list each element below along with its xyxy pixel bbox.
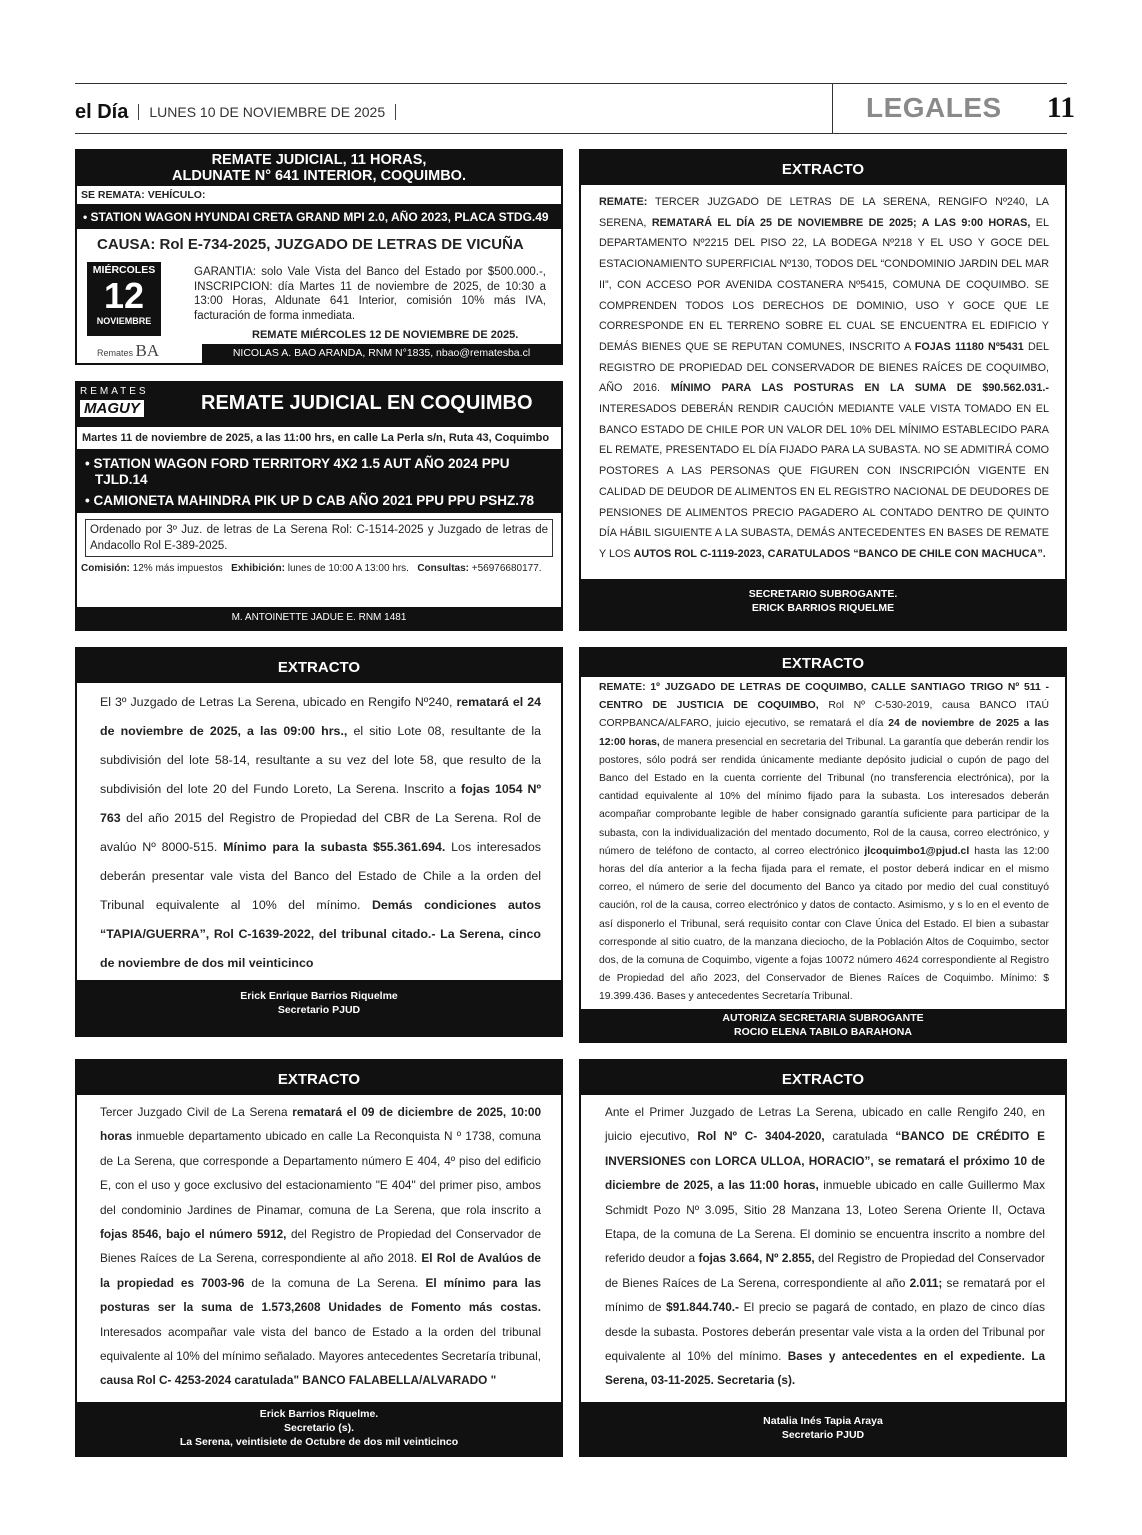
extracto-4 xyxy=(75,1059,563,1457)
ad2-items xyxy=(77,450,561,513)
header-bottom-rule xyxy=(75,133,1067,134)
ad2-title: REMATE JUDICIAL EN COQUIMBO xyxy=(201,392,533,414)
ad2-item-2: • CAMIONETA MAHINDRA PIK UP D CAB AÑO 2021 PPU PPU PSHZ.78 xyxy=(85,493,535,508)
ex3-footer: AUTORIZA SECRETARIA SUBROGANTE ROCIO ELENA TABILO BARAHONA xyxy=(581,1009,1065,1041)
ad-remate-vicuna xyxy=(75,149,563,365)
header-left xyxy=(75,100,396,124)
ex2-title: EXTRACTO xyxy=(77,649,561,683)
ad-remate-coquimbo xyxy=(75,381,563,631)
divider xyxy=(395,104,396,120)
ad1-title: REMATE JUDICIAL, 11 HORAS, ALDUNATE N° 641 INTERIOR, COQUIMBO. xyxy=(77,151,561,186)
extracto-2 xyxy=(75,647,563,1037)
header-section-divider xyxy=(832,84,833,133)
brand-logo: el Día xyxy=(75,100,129,123)
ex5-footer: Natalia Inés Tapia Araya Secretario PJUD xyxy=(581,1402,1065,1455)
ad1-date-badge xyxy=(87,262,161,336)
ad1-month: NOVIEMBRE xyxy=(96,316,152,326)
ex2-footer: Erick Enrique Barrios Riquelme Secretario PJUD xyxy=(77,980,561,1035)
ad1-vehicle: • STATION WAGON HYUNDAI CRETA GRAND MPI 2.0, AÑO 2023, PLACA STDG.49 xyxy=(77,205,561,229)
ad2-footer: M. ANTOINETTE JADUE E. RNM 1481 xyxy=(77,607,561,629)
ad2-details: Comisión: 12% más impuestos Exhibición: lunes de 10:00 A 13:00 hrs. Consultas: +56976680177. xyxy=(81,563,542,574)
ex3-body: REMATE: 1º JUZGADO DE LETRAS DE COQUIMBO, CALLE SANTIAGO TRIGO Nº 511 - CENTRO DE JUSTICIA DE COQUIMBO, Rol Nº C-530-2019, causa BANCO ITAÚ CORPBANCA/ALFARO, juicio ejecutivo, se rematará el día 24 de noviembre de 2025 a las 12:00 horas, de manera presencial en secretaria del Tribunal. La garantía que deberán rendir los postores, sólo podrá ser rendida únicamente mediante depósito judicial o cupón de pago del Banco del Estado en la cuenta corriente del Tribunal (no transferencia electrónica), por la cantidad equivalente al 10% del mínimo fijado para la subasta. Los interesados deberán acompañar comprobante legible de haber consignado garantía suficiente para participar de la subasta, con la individualización del mentado documento, Rol de la causa, correo electrónico, y número de teléfono de contacto, al correo electrónico jlcoquimbo1@pjud.cl hasta las 12:00 horas del día anterior a la fecha fijada para el remate, el postor deberá indicar en el mismo correo, el número de serie del documento del Banco ya citado por medio del cual constituyó caución, rol de la causa, correo electrónico y datos de contacto. Asimismo, y s lo en el evento de así disponerlo el Tribunal, será requisito contar con Clave Única del Estado. El bien a subastar corresponde al sitio cuatro, de la manzana dieciocho, de la Población Altos de Coquimbo, sector dos, de la comuna de Coquimbo, vigente a fojas 10072 número 4624 correspondiente al Registro de Propiedad del año 2023, del Conservador de Bienes Raíces de Coquimbo. Mínimo: $ 19.399.436. Bases y antecedentes Secretaría Tribunal. xyxy=(599,682,1049,1003)
ad1-footer: NICOLAS A. BAO ARANDA, RNM N°1835, nbao@rematesba.cl xyxy=(202,344,561,363)
ad1-day-name: MIÉRCOLES xyxy=(92,264,156,276)
ex4-footer: Erick Barrios Riquelme. Secretario (s). La Serena, veintisiete de Octubre de dos mil veinticinco xyxy=(77,1402,561,1455)
section-title: LEGALES xyxy=(866,92,1002,123)
ad2-header xyxy=(77,383,561,427)
ad2-ordenado: Ordenado por 3º Juz. de letras de La Serena Rol: C-1514-2025 y Juzgado de letras de Andacollo Rol E-389-2025. xyxy=(85,519,553,557)
ex4-title: EXTRACTO xyxy=(77,1061,561,1095)
ex5-title: EXTRACTO xyxy=(581,1061,1065,1095)
ex3-title: EXTRACTO xyxy=(581,649,1065,677)
ad1-garantia: GARANTIA: solo Vale Vista del Banco del Estado por $500.000.-, INSCRIPCION: día Martes 11 de noviembre de 2025, de 10:30 a 13:00 Horas, Aldunate 641 Interior, comisión 10% más IVA, facturación de forma inmediata. xyxy=(194,266,546,322)
page-number: 11 xyxy=(1046,91,1076,124)
ad1-remate-date: REMATE MIÉRCOLES 12 DE NOVIEMBRE DE 2025. xyxy=(252,329,519,341)
ad1-se-remata: SE REMATA: VEHÍCULO: xyxy=(77,186,561,205)
extracto-5 xyxy=(579,1059,1067,1457)
ad2-logo: REMATES MAGUY xyxy=(80,386,149,417)
ad1-logo-mark: BA xyxy=(135,341,160,360)
issue-date: LUNES 10 DE NOVIEMBRE DE 2025 xyxy=(149,104,386,120)
extracto-1 xyxy=(579,149,1067,631)
ad2-date-line: Martes 11 de noviembre de 2025, a las 11:00 hrs, en calle La Perla s/n, Ruta 43, Coquimbo xyxy=(77,427,561,450)
ex1-title: EXTRACTO xyxy=(581,151,1065,185)
ex2-body: El 3º Juzgado de Letras La Serena, ubicado en Rengifo Nº240, rematará el 24 de noviembre de 2025, a las 09:00 hrs., el sitio Lote 08, resultante de la subdivisión del lote 58-14, resultante a su vez del lote 58, que resulto de la subdivisión del lote 20 del Fundo Loreto, La Serena. Inscrito a fojas 1054 Nº 763 del año 2015 del Registro de Propiedad del CBR de La Serena. Rol de avalúo Nº 8000-515. Mínimo para la subasta $55.361.694. Los interesados deberán presentar vale vista del Banco del Estado de Chile a la orden del Tribunal equivalente al 10% del mínimo. Demás condiciones autos “TAPIA/GUERRA”, Rol C-1639-2022, del tribunal citado.- La Serena, cinco de noviembre de dos mil veinticinco xyxy=(100,695,542,970)
divider xyxy=(138,104,139,120)
ex1-body: REMATE: TERCER JUZGADO DE LETRAS DE LA SERENA, RENGIFO Nº240, LA SERENA, REMATARÁ EL DÍA 25 DE NOVIEMBRE DE 2025; A LAS 9:00 HORAS, EL DEPARTAMENTO Nº2215 DEL PISO 22, LA BODEGA Nº218 Y EL USO Y GOCE DEL ESTACIONAMIENTO SUPERFICIAL Nº130, TODOS DEL “CONDOMINIO JARDIN DEL MAR II”, CON ACCESO POR AVENIDA COSTANERA Nº5415, COMUNA DE COQUIMBO. SE COMPRENDEN TODOS LOS DERECHOS DE DOMINIO, USO Y GOCE QUE LE CORRESPONDE EN EL TERRENO SOBRE EL CUAL SE ENCUENTRA EL EDIFICIO Y DEMÁS BIENES QUE SE REPUTAN COMUNES, INSCRITO A FOJAS 11180 Nº5431 DEL REGISTRO DE PROPIEDAD DEL CONSERVADOR DE BIENES RAÍCES DE COQUIMBO, AÑO 2016. MÍNIMO PARA LAS POSTURAS EN LA SUMA DE $90.562.031.- INTERESADOS DEBERÁN RENDIR CAUCIÓN MEDIANTE VALE VISTA TOMADO EN EL BANCO ESTADO DE CHILE POR UN VALOR DEL 10% DEL MÍNIMO ESTABLECIDO PARA EL REMATE, PRESENTADO EL DÍA FIJADO PARA LA SUBASTA. NO SE ADMITIRÁ COMO POSTORES A LAS PERSONAS QUE FIGUREN CON INSCRIPCIÓN VIGENTE EN CALIDAD DE DEUDOR DE ALIMENTOS EN EL REGISTRO NACIONAL DE DEUDORES DE PENSIONES DE ALIMENTOS PRECIO PAGADERO AL CONTADO DENTRO DE QUINTO DÍA HÁBIL SIGUIENTE A LA SUBASTA, DEMÁS ANTECEDENTES EN BASES DE REMATE Y LOS AUTOS ROL C-1119-2023, CARATULADOS “BANCO DE CHILE CON MACHUCA”. xyxy=(599,196,1050,560)
ex1-footer: SECRETARIO SUBROGANTE. ERICK BARRIOS RIQUELME xyxy=(581,579,1065,629)
ad1-logo: Remates BA xyxy=(97,341,160,360)
header-right xyxy=(866,90,1076,126)
extracto-3 xyxy=(579,647,1067,1043)
ad1-day-number: 12 xyxy=(103,275,145,316)
ad2-item-1: • STATION WAGON FORD TERRITORY 4X2 1.5 AUT AÑO 2024 PPU TJLD.14 xyxy=(85,456,510,487)
ad1-causa: CAUSA: Rol E-734-2025, JUZGADO DE LETRAS DE VICUÑA xyxy=(97,236,524,253)
header-top-rule xyxy=(75,83,1067,84)
ex4-body: Tercer Juzgado Civil de La Serena rematará el 09 de diciembre de 2025, 10:00 horas inmueble departamento ubicado en calle La Reconquista N º 1738, comuna de La Serena, que corresponde a Departamento número E 404, 4º piso del edificio E, con el uso y goce exclusivo del estacionamiento "E 404" del primer piso, ambos del condominio Jardines de Pinamar, comuna de La Serena, que rola inscrito a fojas 8546, bajo el número 5912, del Registro de Propiedad del Conservador de Bienes Raíces de La Serena, correspondiente al año 2018. El Rol de Avalúos de la propiedad es 7003-96 de la comuna de La Serena. El mínimo para las posturas ser la suma de 1.573,2608 Unidades de Fomento más costas. Interesados acompañar vale vista del banco de Estado a la orden del tribunal equivalente al 10% del mínimo señalado. Mayores antecedentes Secretaría tribunal, causa Rol C- 4253-2024 caratulada" BANCO FALABELLA/ALVARADO " xyxy=(100,1105,542,1388)
ex5-body: Ante el Primer Juzgado de Letras La Serena, ubicado en calle Rengifo 240, en juicio ejecutivo, Rol Nº C- 3404-2020, caratulada “BANCO DE CRÉDITO E INVERSIONES con LORCA ULLOA, HORACIO”, se rematará el próximo 10 de diciembre de 2025, a las 11:00 horas, inmueble ubicado en calle Guillermo Max Schmidt Pozo Nº 3.095, Sitio 28 Manzana 13, Loteo Serena Oriente II, Octava Etapa, de la comuna de La Serena. El dominio se encuentra inscrito a nombre del referido deudor a fojas 3.664, Nº 2.855, del Registro de Propiedad del Conservador de Bienes Raíces de La Serena, correspondiente al año 2.011; se rematará por el mínimo de $91.844.740.- El precio se pagará de contado, en plazo de cinco días desde la subasta. Postores deberán presentar vale vista a la orden del Tribunal por equivalente al 10% del mínimo. Bases y antecedentes en el expediente. La Serena, 03-11-2025. Secretaria (s). xyxy=(605,1105,1046,1388)
